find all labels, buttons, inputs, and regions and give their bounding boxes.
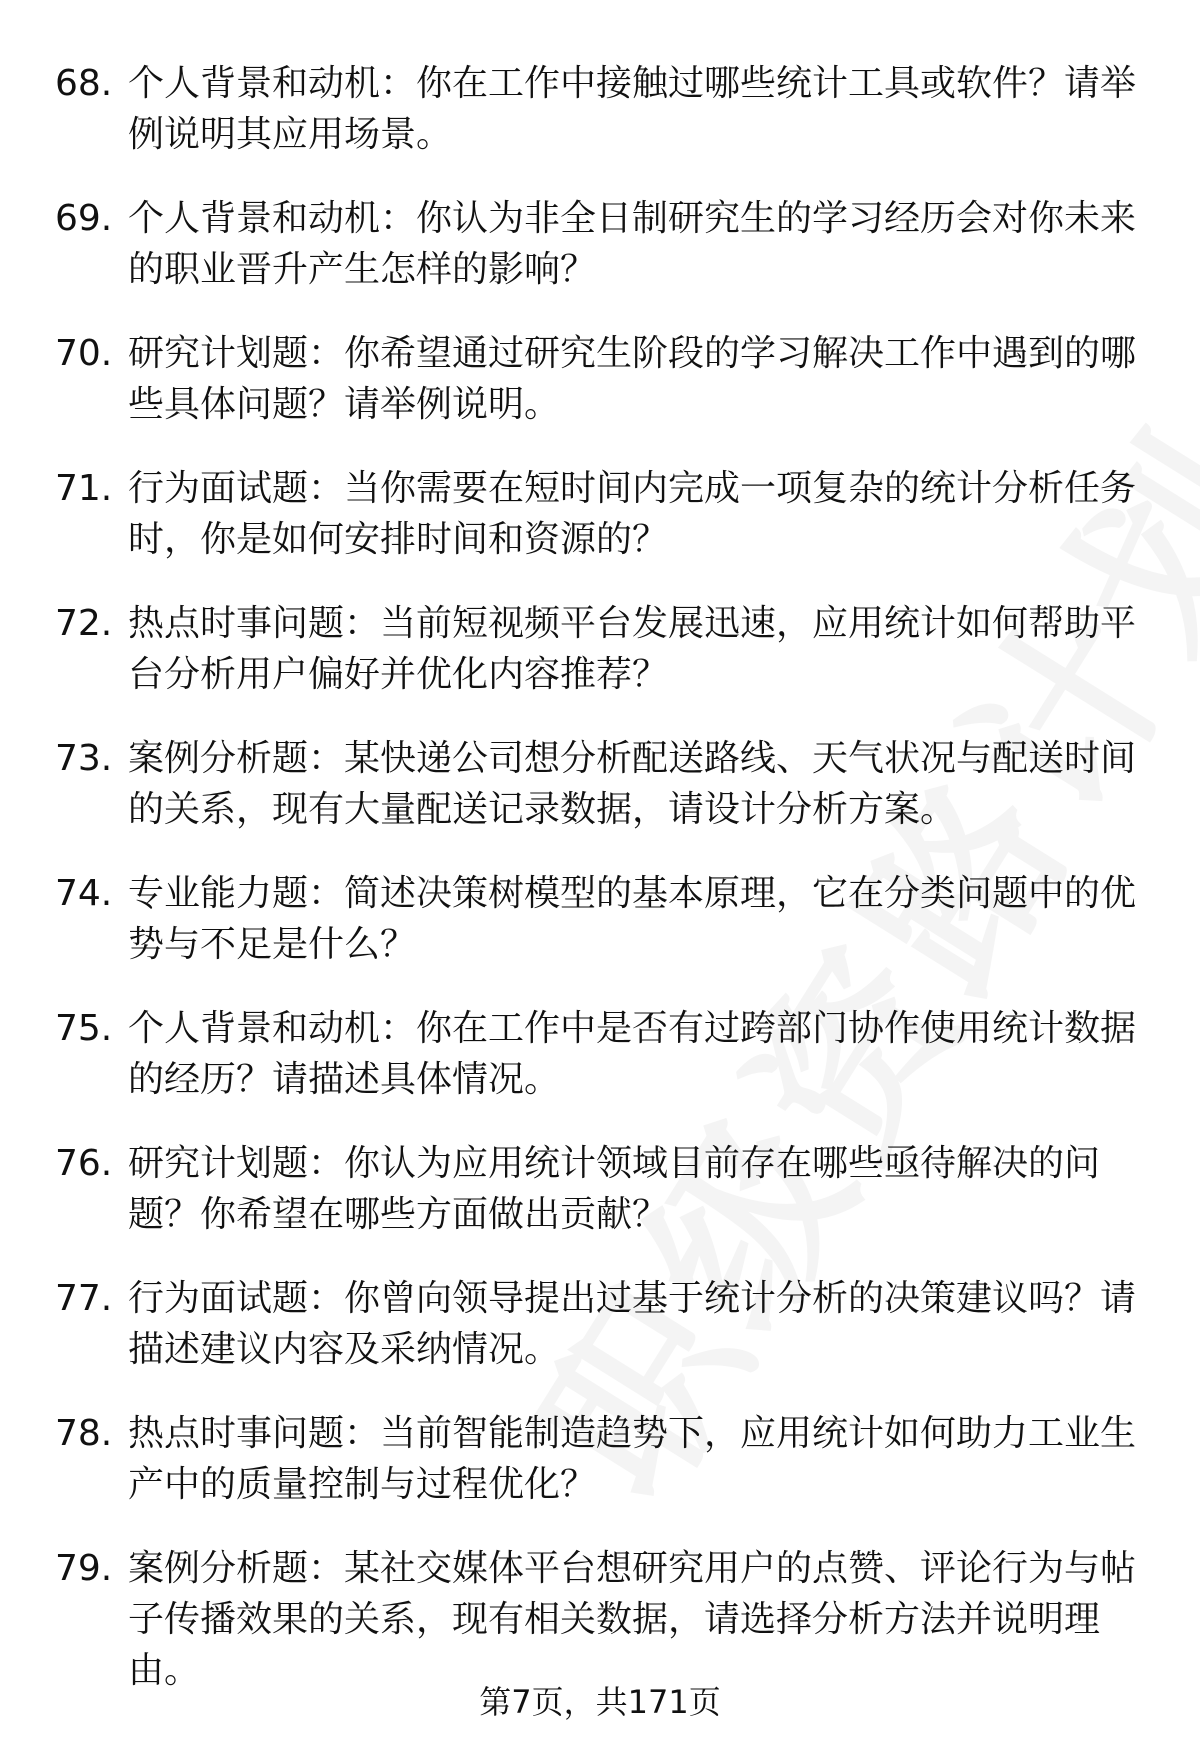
question-number: 71. [55,468,113,509]
question-item [55,463,1145,565]
question-item [55,868,1145,970]
question-number: 79. [55,1548,113,1589]
question-text: 个人背景和动机：你在工作中接触过哪些统计工具或软件？请举例说明其应用场景。 [128,63,1137,155]
question-number: 70. [55,333,113,374]
question-item [55,733,1145,835]
question-list [55,58,1145,1729]
question-item [55,193,1145,295]
question-number: 77. [55,1278,113,1319]
question-text: 热点时事问题：当前智能制造趋势下，应用统计如何助力工业生产中的质量控制与过程优化？ [128,1413,1137,1505]
question-item [55,58,1145,160]
question-text: 行为面试题：当你需要在短时间内完成一项复杂的统计分析任务时，你是如何安排时间和资源的？ [128,468,1137,560]
question-number: 69. [55,198,113,239]
question-item [55,1003,1145,1105]
question-text: 案例分析题：某快递公司想分析配送路线、天气状况与配送时间的关系，现有大量配送记录数据，请设计分析方案。 [128,738,1137,830]
question-text: 行为面试题：你曾向领导提出过基于统计分析的决策建议吗？请描述建议内容及采纳情况。 [128,1278,1137,1370]
question-text: 研究计划题：你认为应用统计领域目前存在哪些亟待解决的问题？你希望在哪些方面做出贡献？ [128,1143,1101,1235]
question-number: 78. [55,1413,113,1454]
question-number: 73. [55,738,113,779]
question-item [55,1138,1145,1240]
question-number: 74. [55,873,113,914]
question-number: 75. [55,1008,113,1049]
question-number: 68. [55,63,113,104]
question-item [55,1408,1145,1510]
question-text: 个人背景和动机：你认为非全日制研究生的学习经历会对你未来的职业晋升产生怎样的影响？ [128,198,1137,290]
question-text: 案例分析题：某社交媒体平台想研究用户的点赞、评论行为与帖子传播效果的关系，现有相关数据，请选择分析方法并说明理由。 [128,1548,1137,1691]
question-text: 研究计划题：你希望通过研究生阶段的学习解决工作中遇到的哪些具体问题？请举例说明。 [128,333,1137,425]
page-footer: 第7页，共171页 [479,1683,721,1721]
question-number: 72. [55,603,113,644]
question-item [55,598,1145,700]
question-item [55,1543,1145,1696]
question-item [55,1273,1145,1375]
question-item [55,328,1145,430]
question-number: 76. [55,1143,113,1184]
question-text: 专业能力题：简述决策树模型的基本原理，它在分类问题中的优势与不足是什么？ [128,873,1137,965]
question-text: 个人背景和动机：你在工作中是否有过跨部门协作使用统计数据的经历？请描述具体情况。 [128,1008,1137,1100]
question-text: 热点时事问题：当前短视频平台发展迅速，应用统计如何帮助平台分析用户偏好并优化内容推荐？ [128,603,1137,695]
